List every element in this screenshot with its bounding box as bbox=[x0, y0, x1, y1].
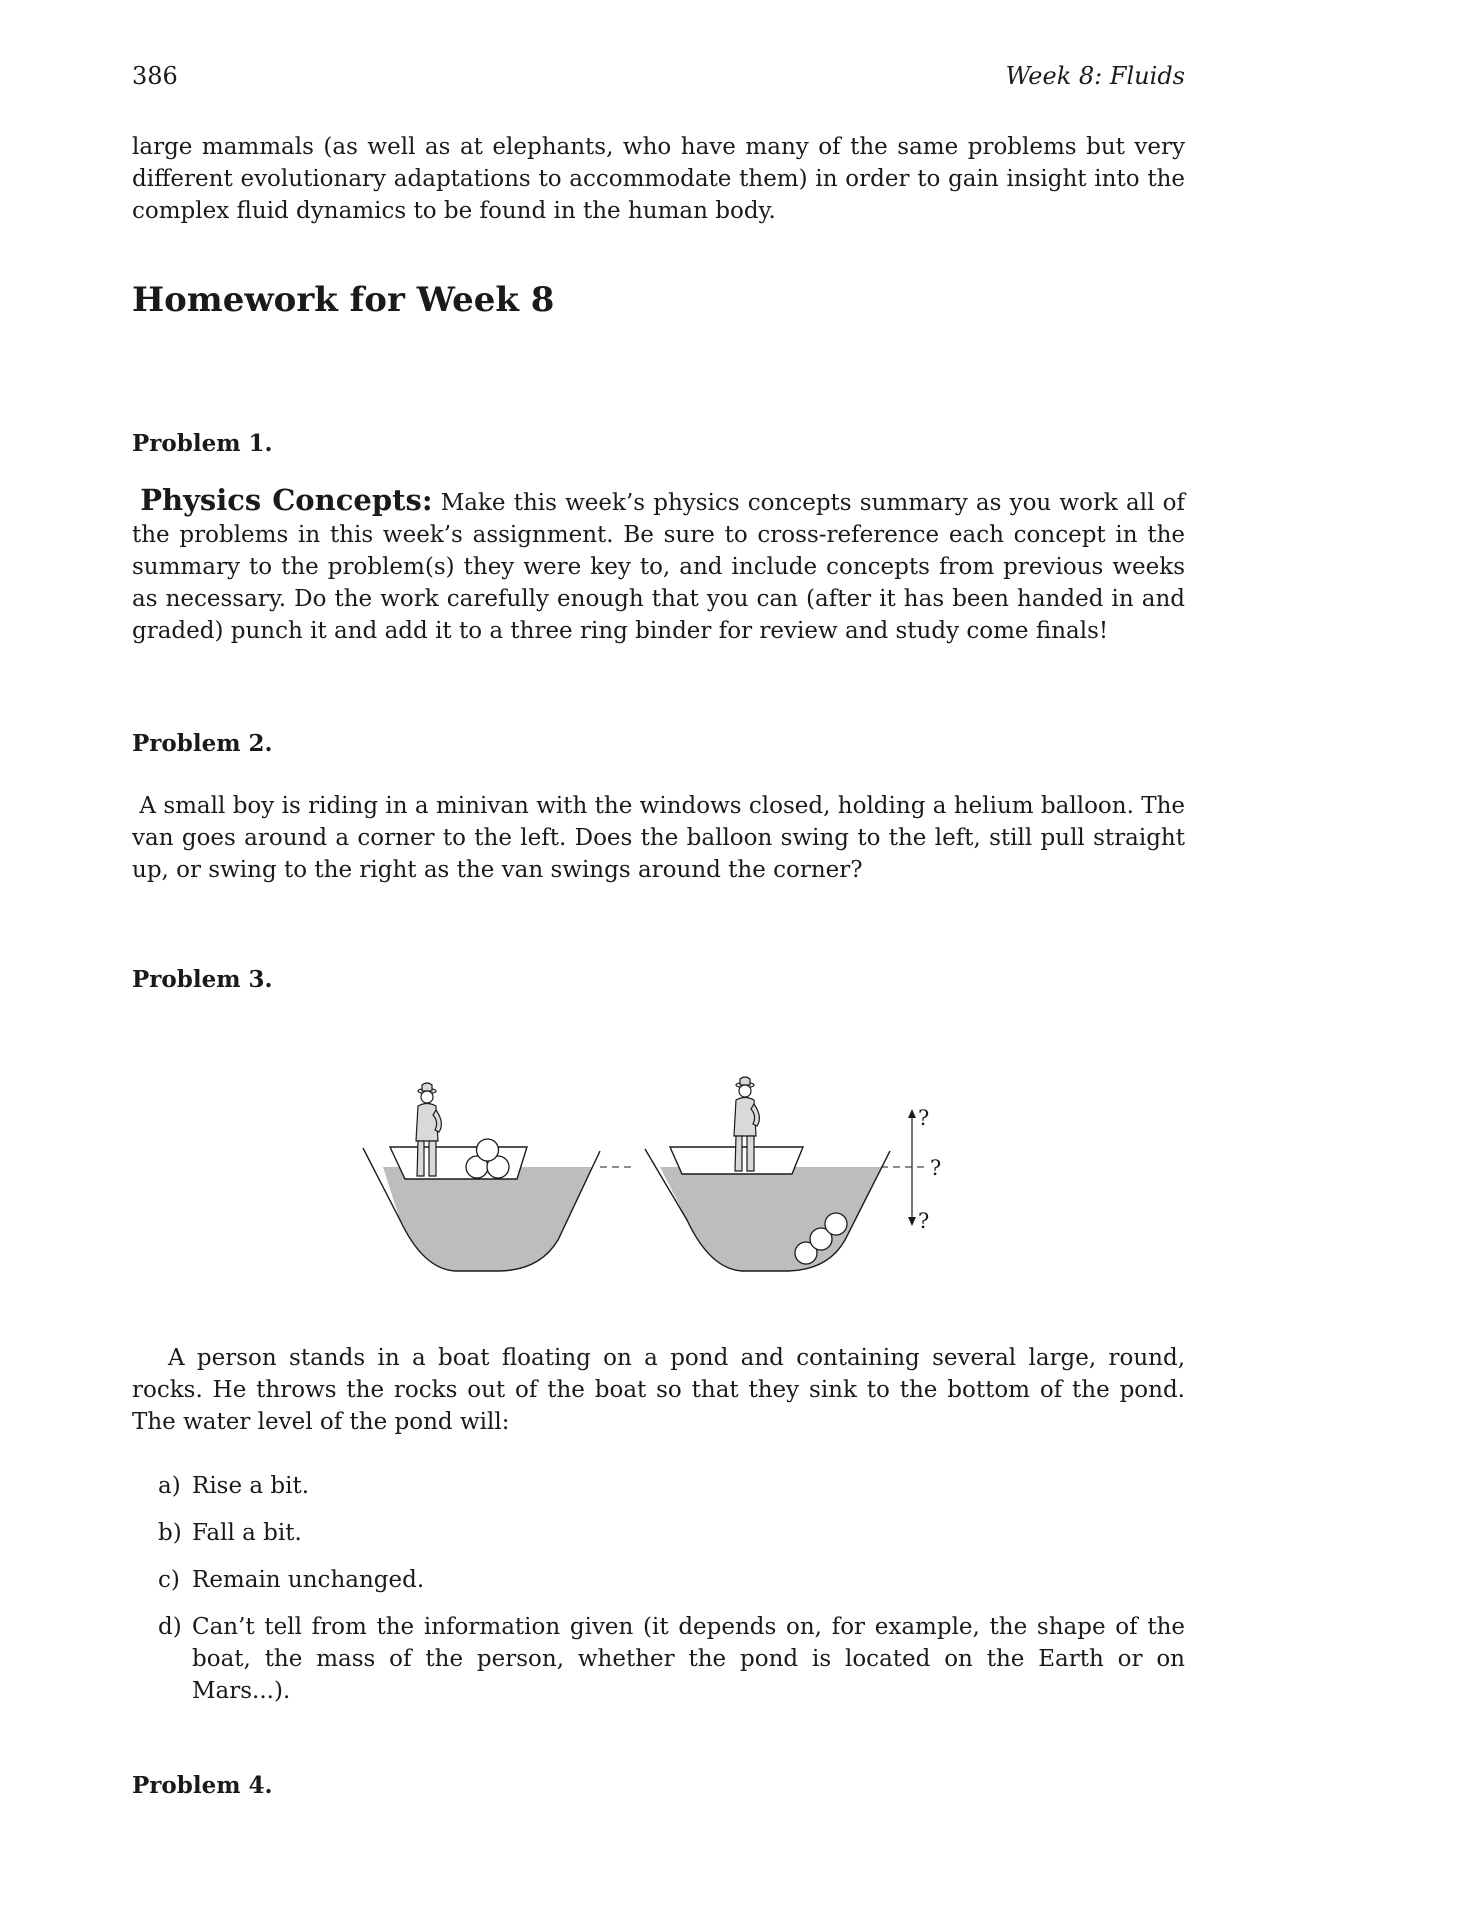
left-pond-water bbox=[383, 1167, 592, 1271]
intro-paragraph: large mammals (as well as at elephants, who have many of the same problems but very different evolutionary adaptations to accommodate them) in order to gain insight into the complex fluid dynamics to be found in the human body. bbox=[132, 134, 1185, 224]
option-letter: a) bbox=[158, 1473, 181, 1499]
problem-3-heading: Problem 3. bbox=[132, 966, 273, 993]
option-d bbox=[158, 1611, 1185, 1707]
problem-3-text: A person stands in a boat floating on a pond and containing several large, round, rocks. He throws the rocks out of the boat so that they sink to the bottom of the pond. The water level of the pond will: bbox=[132, 1345, 1185, 1435]
right-pond-water bbox=[660, 1167, 881, 1271]
running-head: Week 8: Fluids bbox=[1005, 62, 1185, 90]
physics-concepts-lead: Physics Concepts: bbox=[140, 483, 433, 517]
option-letter: b) bbox=[158, 1520, 182, 1546]
option-text: Remain unchanged. bbox=[192, 1567, 425, 1593]
rock bbox=[825, 1213, 847, 1235]
label-fall: ? bbox=[918, 1209, 930, 1233]
section-title: Homework for Week 8 bbox=[132, 280, 555, 320]
problem-2-body: A small boy is riding in a minivan with the windows closed, holding a helium balloon. The van goes around a corner to the left. Does the balloon swing to the left, still pull straight up, or swing to the right as the van swings around the corner? bbox=[132, 793, 1185, 883]
option-text: Rise a bit. bbox=[192, 1473, 310, 1499]
page-header bbox=[132, 62, 1185, 98]
label-same: ? bbox=[930, 1156, 942, 1180]
option-b bbox=[158, 1517, 1185, 1549]
arrow-down-icon bbox=[908, 1217, 916, 1226]
problem-2-heading: Problem 2. bbox=[132, 730, 273, 757]
left-pond bbox=[363, 1083, 600, 1271]
problem-4-heading: Problem 4. bbox=[132, 1772, 273, 1799]
problem-1-text bbox=[132, 484, 1185, 647]
option-text: Fall a bit. bbox=[192, 1520, 302, 1546]
problem-3-options bbox=[158, 1470, 1185, 1722]
boat-pond-figure bbox=[355, 1065, 955, 1305]
page-number: 386 bbox=[132, 62, 178, 90]
option-c bbox=[158, 1564, 1185, 1596]
right-pond bbox=[645, 1077, 890, 1271]
problem-1-body: Make this week’s physics concepts summary as you work all of the problems in this week’s assignment. Be sure to cross-reference each concept in the summary to the problem(s) they were key to, and include concepts from previous weeks as necessary. Do the work carefully enough that you can (after it has been handed in and graded) punch it and add it to a three ring binder for review and study come finals! bbox=[132, 490, 1186, 644]
option-a bbox=[158, 1470, 1185, 1502]
problem-1-heading: Problem 1. bbox=[132, 430, 273, 457]
option-letter: d) bbox=[158, 1614, 182, 1640]
arrow-up-icon bbox=[908, 1109, 916, 1118]
rock bbox=[477, 1139, 499, 1161]
label-rise: ? bbox=[918, 1106, 930, 1130]
option-text: Can’t tell from the information given (it depends on, for example, the shape of the boat, the mass of the person, whether the pond is located on the Earth or on Mars...). bbox=[192, 1614, 1185, 1704]
option-letter: c) bbox=[158, 1567, 180, 1593]
problem-2-text bbox=[132, 790, 1185, 886]
